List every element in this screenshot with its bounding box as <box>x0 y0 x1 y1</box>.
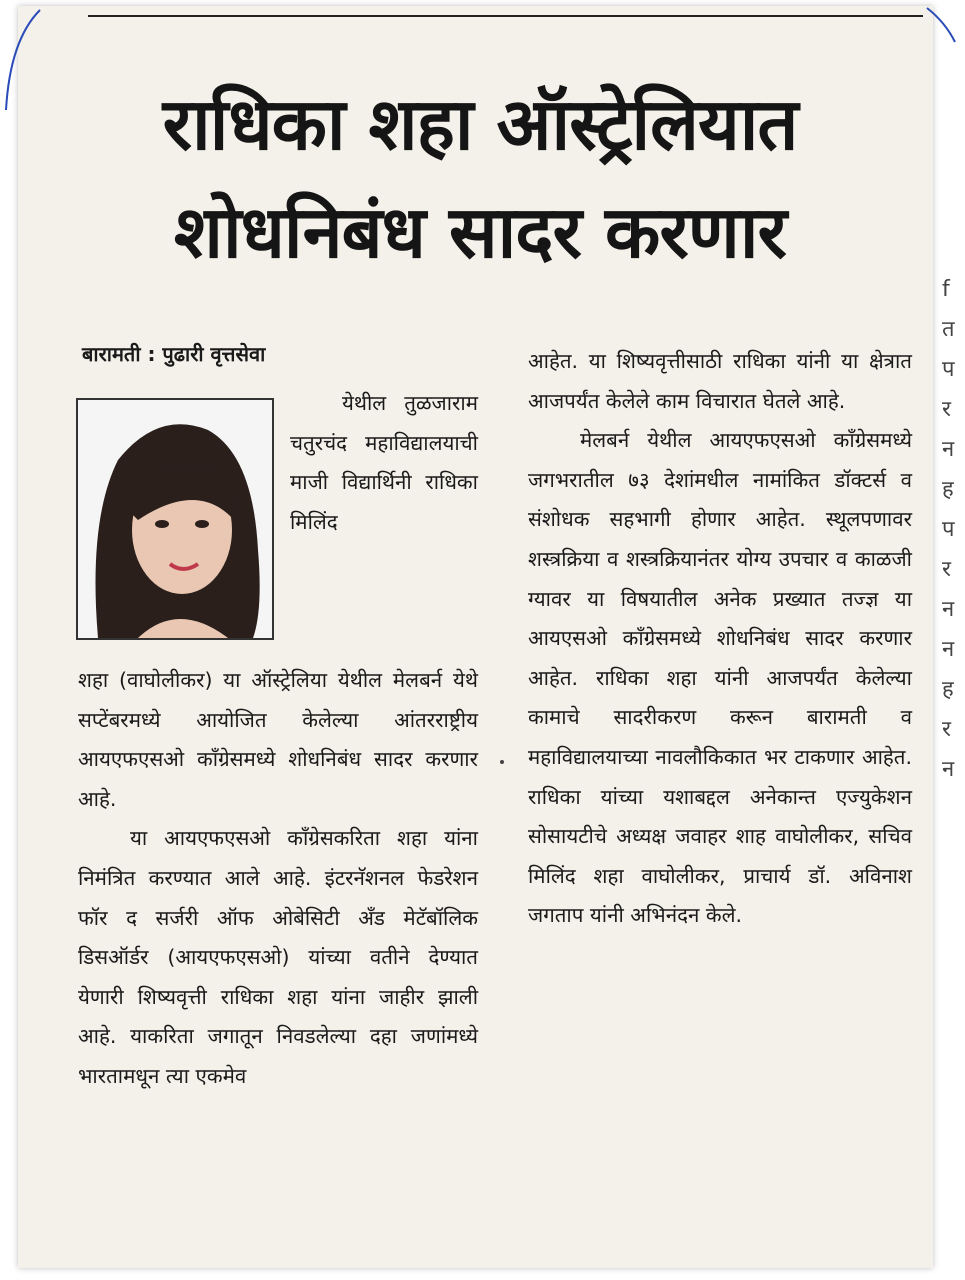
article-left-column <box>78 661 478 1097</box>
corner-arc-right <box>905 0 965 60</box>
top-rule <box>88 15 923 17</box>
paragraph-3: मेलबर्न येथील आयएफएसओ काँग्रेसमध्ये जगभरातील ७३ देशांमधील नामांकित डॉक्टर्स व संशोधक सहभागी होणार आहेत. स्थूलपणावर शस्त्रक्रिया व शस्त्रक्रियानंतर योग्य उपचार व काळजी ग्यावर या विषयातील अनेक प्रख्यात तज्ज्ञ या आयएसओ काँग्रेसमध्ये शोधनिबंध सादर करणार आहेत. राधिका शहा यांनी आजपर्यंत केलेल्या कामाचे सादरीकरण करून बारामती व महाविद्यालयाच्या नावलौकिकात भर टाकणार आहेत. राधिका यांच्या यशाबद्दल अनेकान्त एज्युकेशन सोसायटीचे अध्यक्ष जवाहर शाह वाघोलीकर, सचिव मिलिंद शहा वाघोलीकर, प्राचार्य डॉ. अविनाश जगताप यांनी अभिनंदन केले. <box>528 428 912 928</box>
article-right-column <box>528 342 912 936</box>
article-lead-narrow <box>290 384 478 542</box>
dateline: बारामती : पुढारी वृत्तसेवा <box>82 342 266 366</box>
adjacent-column-fragment: f त प र न ह प र न न ह र न <box>942 277 955 782</box>
paragraph-2: या आयएफएसओ काँग्रेसकरिता शहा यांना निमंत्रित करण्यात आले आहे. इंटरनॅशनल फेडरेशन फॉर द सर्जरी ऑफ ओबेसिटी अँड मेटॅबॉलिक डिसऑर्डर (आयएफएसओ) यांच्या वतीने देण्यात येणारी शिष्यवृत्ती राधिका शहा यांना जाहीर झाली आहे. याकरिता जगातून निवडलेल्या दहा जणांमध्ये भारतामधून त्या एकमेव <box>78 826 478 1088</box>
lead-paragraph-continued: शहा (वाघोलीकर) या ऑस्ट्रेलिया येथील मेलबर्न येथे सप्टेंबरमध्ये आयोजित केलेल्या आंतरराष्ट्रीय आयएफएसओ काँग्रेसमध्ये शोधनिबंध सादर करणार आहे. <box>78 668 478 811</box>
corner-arc-left <box>0 0 60 120</box>
headline <box>60 70 900 286</box>
portrait-icon <box>78 400 272 638</box>
lead-paragraph-start: येथील तुळजाराम चतुरचंद महाविद्यालयाची माजी विद्यार्थिनी राधिका मिलिंद <box>290 391 478 534</box>
paragraph-2-continued: आहेत. या शिष्यवृत्तीसाठी राधिका यांनी या क्षेत्रात आजपर्यंत केलेले काम विचारात घेतले आहे. <box>528 349 912 413</box>
headline-line-2: शोधनिबंध सादर करणार <box>174 190 786 274</box>
column-dot <box>500 760 504 764</box>
portrait-photo <box>76 398 274 640</box>
headline-line-1: राधिका शहा ऑस्ट्रेलियात <box>162 82 798 166</box>
